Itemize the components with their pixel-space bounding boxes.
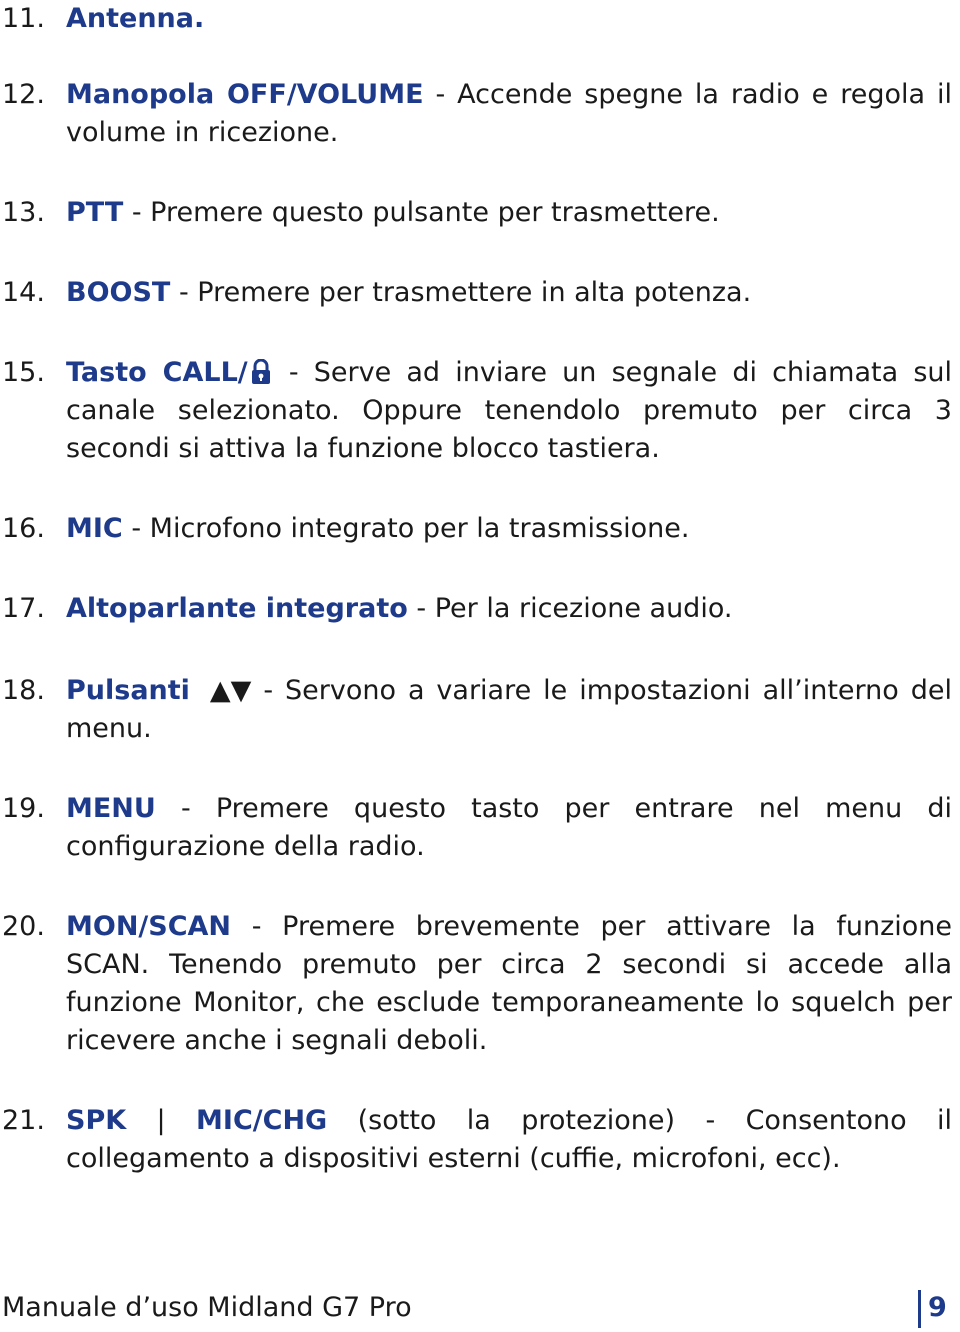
item-number: 19. (2, 793, 45, 824)
item-label: PTT (66, 197, 124, 228)
page-footer (0, 1290, 960, 1330)
item-description: - Premere per trasmettere in alta potenza. (170, 277, 752, 308)
item-number: 17. (2, 593, 45, 624)
item-label: MIC (66, 513, 123, 544)
item-label: MON/SCAN (66, 911, 232, 942)
item-number: 16. (2, 513, 45, 544)
list-item-18 (0, 672, 952, 748)
list-item-17 (0, 590, 952, 628)
item-label: Manopola OFF/VOLUME (66, 79, 424, 110)
lock-icon (250, 358, 272, 384)
item-number: 13. (2, 197, 45, 228)
item-description: - Servono a variare le impostazioni all’interno del menu. (66, 675, 952, 744)
item-label: BOOST (66, 277, 171, 308)
item-description: - Serve ad inviare un segnale di chiamata sul canale selezionato. Oppure tenendolo premuto per circa 3 secondi si attiva la funzione blocco tastiera. (66, 357, 952, 464)
up-down-arrows-icon: ▲▼ (209, 675, 252, 706)
list-item-11 (0, 0, 952, 38)
page-number: 9 (928, 1292, 947, 1323)
list-item-14 (0, 274, 952, 312)
item-description: - Premere questo pulsante per trasmettere. (123, 197, 720, 228)
item-label: Pulsanti (66, 675, 190, 706)
item-label: Tasto CALL/ (66, 357, 248, 388)
item-label: SPK (66, 1105, 127, 1136)
item-description: - Premere brevemente per attivare la funzione SCAN. Tenendo premuto per circa 2 secondi si accede alla funzione Monitor, che esclude temporaneamente lo squelch per ricevere anche i segnali deboli. (66, 911, 952, 1056)
item-description: (sotto la protezione) - Consentono il collegamento a dispositivi esterni (cuffie, microfoni, ecc). (66, 1105, 952, 1174)
item-number: 11. (2, 3, 45, 34)
item-number: 18. (2, 675, 45, 706)
item-description: - Accende spegne la radio e regola il volume in ricezione. (66, 79, 952, 148)
list-item-15 (0, 354, 952, 468)
item-number: 15. (2, 357, 45, 388)
footer-divider (918, 1290, 921, 1328)
item-number: 20. (2, 911, 45, 942)
list-item-20 (0, 908, 952, 1060)
item-label: Antenna. (66, 3, 205, 34)
list-item-13 (0, 194, 952, 232)
list-item-21 (0, 1102, 952, 1178)
list-item-12 (0, 76, 952, 152)
item-description: - Per la ricezione audio. (407, 593, 733, 624)
separator: | (126, 1105, 197, 1136)
list-item-16 (0, 510, 952, 548)
item-number: 14. (2, 277, 45, 308)
item-description: - Premere questo tasto per entrare nel menu di configurazione della radio. (66, 793, 952, 862)
item-label-secondary: MIC/CHG (196, 1105, 328, 1136)
item-description: - Microfono integrato per la trasmissione. (122, 513, 690, 544)
footer-title: Manuale d’uso Midland G7 Pro (2, 1292, 412, 1323)
item-number: 12. (2, 79, 45, 110)
item-label: Altoparlante integrato (66, 593, 408, 624)
item-label: MENU (66, 793, 156, 824)
list-item-19 (0, 790, 952, 866)
item-number: 21. (2, 1105, 45, 1136)
